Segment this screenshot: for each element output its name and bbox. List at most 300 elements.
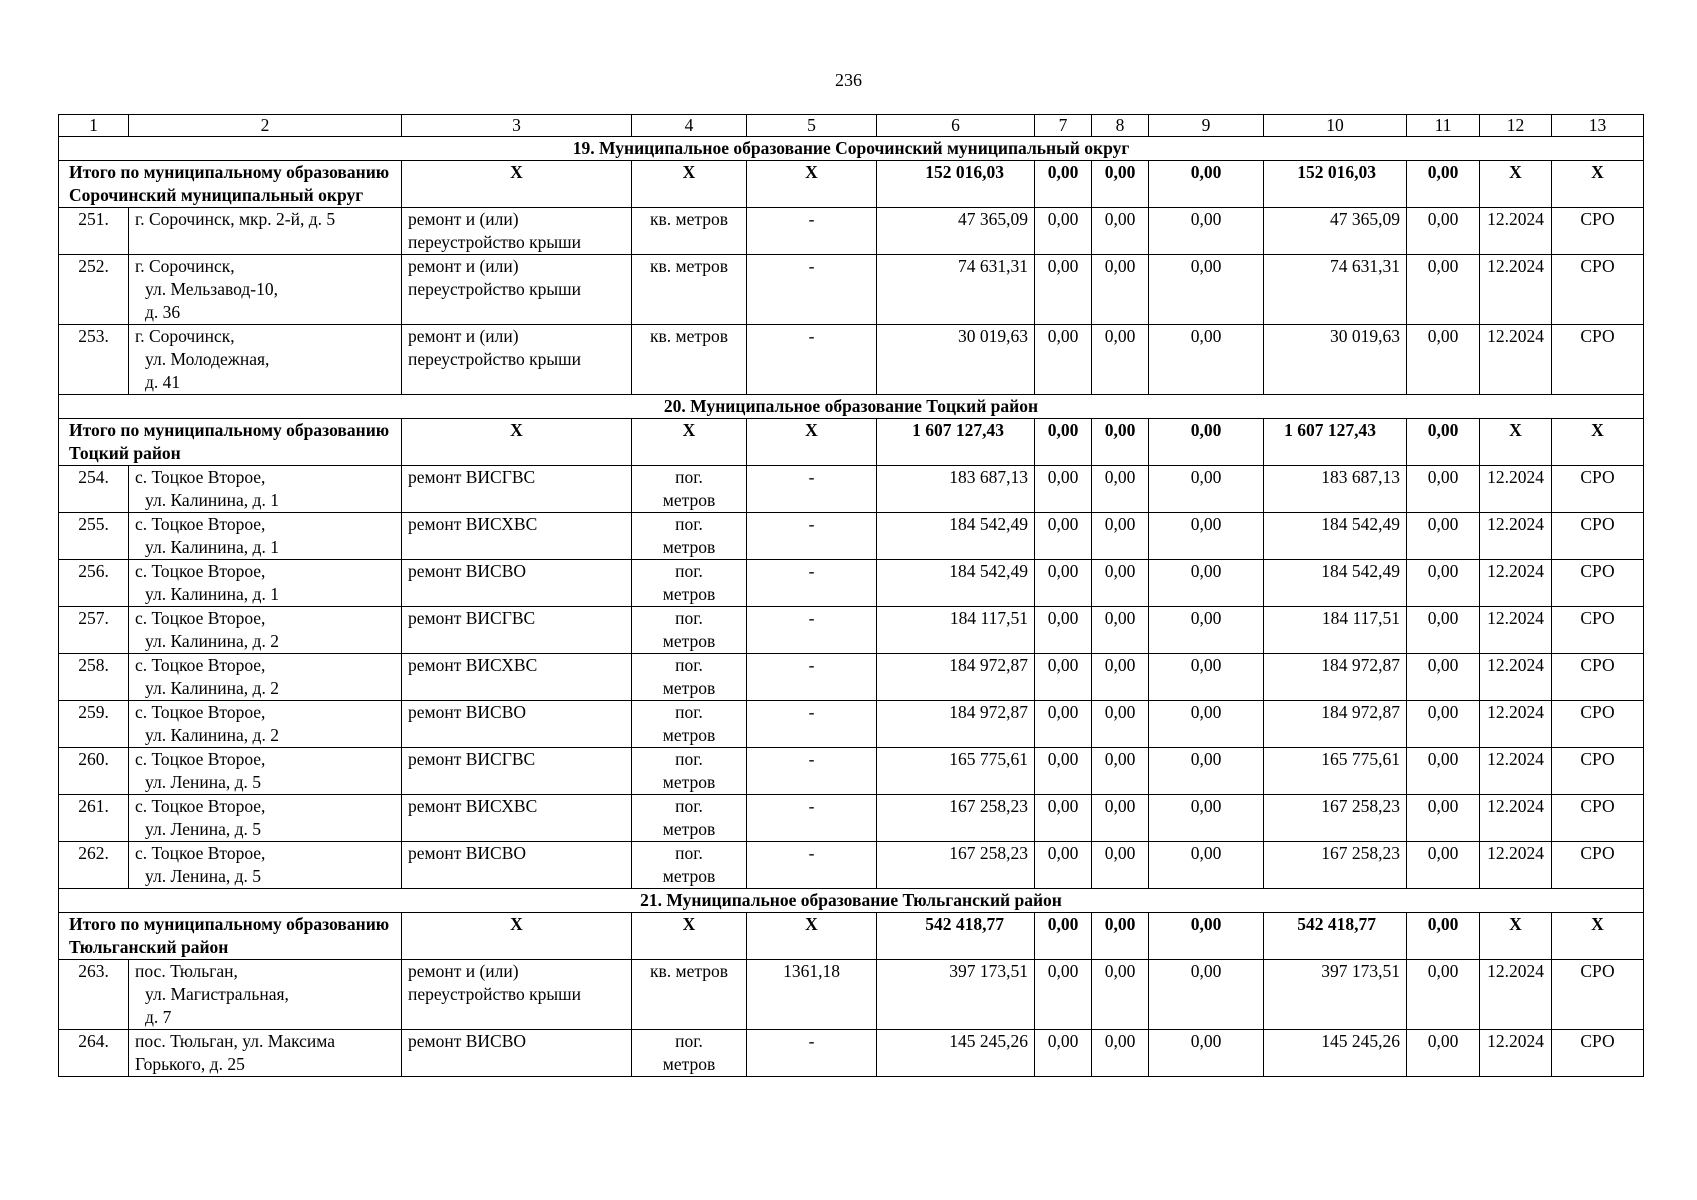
unit-line-1: пог. <box>675 702 703 722</box>
cost-col-7: 0,00 <box>1035 255 1092 325</box>
total-c11: 0,00 <box>1407 161 1480 208</box>
total-cost: 47 365,09 <box>877 208 1035 255</box>
work-type: ремонт ВИСГВС <box>402 466 632 513</box>
address-cell <box>129 208 402 255</box>
address-line-2: ул. Ленина, д. 5 <box>145 772 261 792</box>
unit-line-2: метров <box>662 819 716 839</box>
unit-line-2: метров <box>662 584 716 604</box>
total-label: Итого по муниципальному образованию Сорочинский муниципальный округ <box>59 161 402 208</box>
total-c13: X <box>1552 913 1644 960</box>
address-line-2: ул. Калинина, д. 1 <box>145 584 279 604</box>
table-row <box>59 466 1644 513</box>
cost-col-7: 0,00 <box>1035 208 1092 255</box>
fund-type: СРО <box>1552 255 1644 325</box>
total-c8: 0,00 <box>1092 913 1149 960</box>
unit-line-1: пог. <box>675 1031 703 1051</box>
total-c4: X <box>632 913 747 960</box>
completion-date: 12.2024 <box>1480 208 1552 255</box>
cost-col-8: 0,00 <box>1092 560 1149 607</box>
cost-col-11: 0,00 <box>1407 325 1480 395</box>
total-c7: 0,00 <box>1035 913 1092 960</box>
cost-col-11: 0,00 <box>1407 701 1480 748</box>
cost-col-8: 0,00 <box>1092 701 1149 748</box>
cost-col-7: 0,00 <box>1035 1030 1092 1077</box>
section-header-row <box>59 137 1644 161</box>
address-line-1: пос. Тюльган, ул. Максима Горького, д. 25 <box>135 1031 336 1074</box>
total-c8: 0,00 <box>1092 419 1149 466</box>
completion-date: 12.2024 <box>1480 513 1552 560</box>
section-title: 19. Муниципальное образование Сорочинский муниципальный округ <box>59 137 1644 161</box>
cost-col-11: 0,00 <box>1407 1030 1480 1077</box>
quantity: - <box>747 208 877 255</box>
row-number: 259. <box>59 701 129 748</box>
fund-type: СРО <box>1552 466 1644 513</box>
column-header: 7 <box>1035 115 1092 137</box>
total-cost: 184 542,49 <box>877 560 1035 607</box>
cost-col-9: 0,00 <box>1149 1030 1264 1077</box>
section-title: 20. Муниципальное образование Тоцкий район <box>59 395 1644 419</box>
column-header: 5 <box>747 115 877 137</box>
address-line-3: д. 36 <box>145 302 181 322</box>
work-type: ремонт ВИСХВС <box>402 654 632 701</box>
unit-line-1: пог. <box>675 561 703 581</box>
address-cell <box>129 842 402 889</box>
cost-col-11: 0,00 <box>1407 255 1480 325</box>
quantity: - <box>747 513 877 560</box>
fund-cost: 184 972,87 <box>1264 654 1407 701</box>
row-number: 255. <box>59 513 129 560</box>
total-c10: 1 607 127,43 <box>1264 419 1407 466</box>
table-row <box>59 701 1644 748</box>
address-line-1: с. Тоцкое Второе, <box>135 467 266 487</box>
address-cell <box>129 1030 402 1077</box>
total-cost: 165 775,61 <box>877 748 1035 795</box>
cost-col-9: 0,00 <box>1149 795 1264 842</box>
cost-col-11: 0,00 <box>1407 607 1480 654</box>
address-line-2: ул. Калинина, д. 2 <box>145 631 279 651</box>
cost-col-7: 0,00 <box>1035 795 1092 842</box>
unit-line-1: кв. метров <box>650 209 728 229</box>
cost-col-9: 0,00 <box>1149 654 1264 701</box>
address-cell <box>129 560 402 607</box>
fund-type: СРО <box>1552 513 1644 560</box>
completion-date: 12.2024 <box>1480 466 1552 513</box>
address-line-2: ул. Калинина, д. 1 <box>145 537 279 557</box>
cost-col-8: 0,00 <box>1092 208 1149 255</box>
unit-cell <box>632 654 747 701</box>
unit-cell <box>632 795 747 842</box>
address-line-3: д. 41 <box>145 372 181 392</box>
completion-date: 12.2024 <box>1480 255 1552 325</box>
fund-type: СРО <box>1552 795 1644 842</box>
unit-cell <box>632 208 747 255</box>
column-header: 11 <box>1407 115 1480 137</box>
cost-col-8: 0,00 <box>1092 842 1149 889</box>
total-c5: X <box>747 161 877 208</box>
cost-col-8: 0,00 <box>1092 654 1149 701</box>
column-header: 2 <box>129 115 402 137</box>
fund-type: СРО <box>1552 842 1644 889</box>
column-header: 13 <box>1552 115 1644 137</box>
cost-col-8: 0,00 <box>1092 960 1149 1030</box>
total-cost: 167 258,23 <box>877 795 1035 842</box>
completion-date: 12.2024 <box>1480 960 1552 1030</box>
fund-cost: 165 775,61 <box>1264 748 1407 795</box>
total-c10: 542 418,77 <box>1264 913 1407 960</box>
cost-col-11: 0,00 <box>1407 466 1480 513</box>
cost-col-7: 0,00 <box>1035 748 1092 795</box>
unit-line-2: метров <box>662 678 716 698</box>
address-line-2: ул. Молодежная, <box>145 349 270 369</box>
address-cell <box>129 748 402 795</box>
row-number: 251. <box>59 208 129 255</box>
total-c5: X <box>747 913 877 960</box>
quantity: - <box>747 325 877 395</box>
column-header: 3 <box>402 115 632 137</box>
section-total-row <box>59 161 1644 208</box>
cost-col-7: 0,00 <box>1035 560 1092 607</box>
total-c12: X <box>1480 913 1552 960</box>
fund-cost: 74 631,31 <box>1264 255 1407 325</box>
table-body <box>59 115 1644 1077</box>
section-total-row <box>59 419 1644 466</box>
total-c6: 1 607 127,43 <box>877 419 1035 466</box>
table-row <box>59 513 1644 560</box>
fund-cost: 30 019,63 <box>1264 325 1407 395</box>
unit-line-2: метров <box>662 490 716 510</box>
table-row <box>59 795 1644 842</box>
address-cell <box>129 607 402 654</box>
row-number: 261. <box>59 795 129 842</box>
fund-type: СРО <box>1552 560 1644 607</box>
quantity: - <box>747 560 877 607</box>
cost-col-8: 0,00 <box>1092 607 1149 654</box>
cost-col-9: 0,00 <box>1149 325 1264 395</box>
address-line-1: с. Тоцкое Второе, <box>135 514 266 534</box>
cost-col-8: 0,00 <box>1092 795 1149 842</box>
total-c11: 0,00 <box>1407 913 1480 960</box>
total-cost: 145 245,26 <box>877 1030 1035 1077</box>
completion-date: 12.2024 <box>1480 795 1552 842</box>
row-number: 256. <box>59 560 129 607</box>
total-cost: 74 631,31 <box>877 255 1035 325</box>
cost-col-11: 0,00 <box>1407 560 1480 607</box>
fund-type: СРО <box>1552 748 1644 795</box>
unit-cell <box>632 1030 747 1077</box>
cost-col-7: 0,00 <box>1035 654 1092 701</box>
column-header: 9 <box>1149 115 1264 137</box>
column-header: 12 <box>1480 115 1552 137</box>
fund-type: СРО <box>1552 960 1644 1030</box>
unit-line-2: метров <box>662 866 716 886</box>
unit-line-1: пог. <box>675 608 703 628</box>
unit-line-1: кв. метров <box>650 256 728 276</box>
work-type: ремонт и (или) переустройство крыши <box>402 960 632 1030</box>
address-line-3: д. 7 <box>145 1007 172 1027</box>
unit-line-1: пог. <box>675 514 703 534</box>
total-label: Итого по муниципальному образованию Тоцкий район <box>59 419 402 466</box>
total-cost: 183 687,13 <box>877 466 1035 513</box>
table-row <box>59 560 1644 607</box>
column-header: 8 <box>1092 115 1149 137</box>
address-line-1: с. Тоцкое Второе, <box>135 655 266 675</box>
cost-col-8: 0,00 <box>1092 748 1149 795</box>
row-number: 253. <box>59 325 129 395</box>
address-line-2: ул. Мельзавод-10, <box>145 279 278 299</box>
cost-col-7: 0,00 <box>1035 607 1092 654</box>
quantity: - <box>747 255 877 325</box>
unit-line-2: метров <box>662 537 716 557</box>
fund-cost: 47 365,09 <box>1264 208 1407 255</box>
unit-line-1: пог. <box>675 655 703 675</box>
unit-cell <box>632 466 747 513</box>
fund-cost: 167 258,23 <box>1264 795 1407 842</box>
cost-col-11: 0,00 <box>1407 842 1480 889</box>
table-row <box>59 842 1644 889</box>
address-line-2: ул. Калинина, д. 1 <box>145 490 279 510</box>
unit-line-2: метров <box>662 725 716 745</box>
total-label: Итого по муниципальному образованию Тюльганский район <box>59 913 402 960</box>
row-number: 264. <box>59 1030 129 1077</box>
total-c4: X <box>632 161 747 208</box>
work-type: ремонт ВИСГВС <box>402 607 632 654</box>
column-number-row <box>59 115 1644 137</box>
table-row <box>59 654 1644 701</box>
cost-col-8: 0,00 <box>1092 466 1149 513</box>
row-number: 260. <box>59 748 129 795</box>
section-title: 21. Муниципальное образование Тюльганский район <box>59 889 1644 913</box>
cost-col-8: 0,00 <box>1092 255 1149 325</box>
work-type: ремонт и (или) переустройство крыши <box>402 255 632 325</box>
quantity: - <box>747 842 877 889</box>
completion-date: 12.2024 <box>1480 607 1552 654</box>
column-header: 10 <box>1264 115 1407 137</box>
total-cost: 184 972,87 <box>877 701 1035 748</box>
unit-cell <box>632 748 747 795</box>
total-c6: 542 418,77 <box>877 913 1035 960</box>
column-header: 1 <box>59 115 129 137</box>
completion-date: 12.2024 <box>1480 560 1552 607</box>
address-line-2: ул. Ленина, д. 5 <box>145 819 261 839</box>
work-type: ремонт ВИСХВС <box>402 513 632 560</box>
quantity: - <box>747 701 877 748</box>
total-c9: 0,00 <box>1149 161 1264 208</box>
work-type: ремонт ВИСВО <box>402 701 632 748</box>
total-c9: 0,00 <box>1149 913 1264 960</box>
address-line-1: с. Тоцкое Второе, <box>135 561 266 581</box>
section-header-row <box>59 889 1644 913</box>
row-number: 254. <box>59 466 129 513</box>
work-type: ремонт и (или) переустройство крыши <box>402 208 632 255</box>
completion-date: 12.2024 <box>1480 1030 1552 1077</box>
total-cost: 184 542,49 <box>877 513 1035 560</box>
fund-cost: 397 173,51 <box>1264 960 1407 1030</box>
unit-cell <box>632 560 747 607</box>
unit-cell <box>632 255 747 325</box>
cost-col-9: 0,00 <box>1149 748 1264 795</box>
work-type: ремонт и (или) переустройство крыши <box>402 325 632 395</box>
cost-col-8: 0,00 <box>1092 1030 1149 1077</box>
column-header: 6 <box>877 115 1035 137</box>
total-c3: X <box>402 419 632 466</box>
row-number: 263. <box>59 960 129 1030</box>
unit-line-1: пог. <box>675 843 703 863</box>
total-c7: 0,00 <box>1035 161 1092 208</box>
total-c6: 152 016,03 <box>877 161 1035 208</box>
unit-line-1: пог. <box>675 796 703 816</box>
unit-cell <box>632 325 747 395</box>
unit-cell <box>632 607 747 654</box>
cost-col-9: 0,00 <box>1149 513 1264 560</box>
unit-cell <box>632 513 747 560</box>
unit-line-1: пог. <box>675 467 703 487</box>
cost-col-9: 0,00 <box>1149 255 1264 325</box>
address-cell <box>129 255 402 325</box>
address-line-2: ул. Магистральная, <box>145 984 289 1004</box>
cost-col-11: 0,00 <box>1407 748 1480 795</box>
unit-line-1: пог. <box>675 749 703 769</box>
address-line-1: с. Тоцкое Второе, <box>135 843 266 863</box>
fund-cost: 183 687,13 <box>1264 466 1407 513</box>
total-cost: 184 972,87 <box>877 654 1035 701</box>
cost-col-7: 0,00 <box>1035 513 1092 560</box>
completion-date: 12.2024 <box>1480 842 1552 889</box>
address-line-1: с. Тоцкое Второе, <box>135 608 266 628</box>
section-header-row <box>59 395 1644 419</box>
address-cell <box>129 513 402 560</box>
address-cell <box>129 654 402 701</box>
total-c3: X <box>402 913 632 960</box>
cost-col-9: 0,00 <box>1149 842 1264 889</box>
cost-col-8: 0,00 <box>1092 325 1149 395</box>
quantity: 1361,18 <box>747 960 877 1030</box>
quantity: - <box>747 654 877 701</box>
unit-line-1: кв. метров <box>650 961 728 981</box>
fund-type: СРО <box>1552 654 1644 701</box>
table-row <box>59 748 1644 795</box>
quantity: - <box>747 795 877 842</box>
cost-col-7: 0,00 <box>1035 842 1092 889</box>
total-cost: 167 258,23 <box>877 842 1035 889</box>
cost-col-11: 0,00 <box>1407 795 1480 842</box>
work-type: ремонт ВИСВО <box>402 1030 632 1077</box>
total-c12: X <box>1480 161 1552 208</box>
page-number: 236 <box>835 70 862 90</box>
table-row <box>59 208 1644 255</box>
quantity: - <box>747 1030 877 1077</box>
address-cell <box>129 701 402 748</box>
fund-type: СРО <box>1552 701 1644 748</box>
unit-line-2: метров <box>662 631 716 651</box>
unit-cell <box>632 842 747 889</box>
unit-line-2: метров <box>662 772 716 792</box>
address-line-1: г. Сорочинск, <box>135 256 235 276</box>
address-line-2: ул. Калинина, д. 2 <box>145 678 279 698</box>
table-row <box>59 255 1644 325</box>
cost-col-11: 0,00 <box>1407 960 1480 1030</box>
row-number: 262. <box>59 842 129 889</box>
cost-col-9: 0,00 <box>1149 208 1264 255</box>
cost-col-7: 0,00 <box>1035 466 1092 513</box>
address-cell <box>129 960 402 1030</box>
fund-cost: 145 245,26 <box>1264 1030 1407 1077</box>
total-cost: 30 019,63 <box>877 325 1035 395</box>
row-number: 252. <box>59 255 129 325</box>
table-row <box>59 607 1644 654</box>
unit-line-2: метров <box>662 1054 716 1074</box>
column-header: 4 <box>632 115 747 137</box>
total-c13: X <box>1552 419 1644 466</box>
cost-col-9: 0,00 <box>1149 607 1264 654</box>
fund-type: СРО <box>1552 208 1644 255</box>
work-type: ремонт ВИСВО <box>402 560 632 607</box>
quantity: - <box>747 748 877 795</box>
quantity: - <box>747 466 877 513</box>
fund-type: СРО <box>1552 325 1644 395</box>
section-total-row <box>59 913 1644 960</box>
completion-date: 12.2024 <box>1480 748 1552 795</box>
work-type: ремонт ВИСХВС <box>402 795 632 842</box>
address-line-1: с. Тоцкое Второе, <box>135 796 266 816</box>
table-row <box>59 960 1644 1030</box>
total-c9: 0,00 <box>1149 419 1264 466</box>
fund-cost: 167 258,23 <box>1264 842 1407 889</box>
address-cell <box>129 325 402 395</box>
total-c10: 152 016,03 <box>1264 161 1407 208</box>
completion-date: 12.2024 <box>1480 325 1552 395</box>
cost-col-11: 0,00 <box>1407 208 1480 255</box>
cost-col-8: 0,00 <box>1092 513 1149 560</box>
cost-col-7: 0,00 <box>1035 701 1092 748</box>
total-cost: 184 117,51 <box>877 607 1035 654</box>
cost-col-9: 0,00 <box>1149 560 1264 607</box>
fund-cost: 184 542,49 <box>1264 560 1407 607</box>
total-cost: 397 173,51 <box>877 960 1035 1030</box>
total-c4: X <box>632 419 747 466</box>
cost-col-9: 0,00 <box>1149 466 1264 513</box>
total-c11: 0,00 <box>1407 419 1480 466</box>
cost-col-7: 0,00 <box>1035 960 1092 1030</box>
fund-cost: 184 542,49 <box>1264 513 1407 560</box>
address-cell <box>129 795 402 842</box>
total-c12: X <box>1480 419 1552 466</box>
address-line-2: ул. Ленина, д. 5 <box>145 866 261 886</box>
repair-program-table <box>58 114 1644 1077</box>
quantity: - <box>747 607 877 654</box>
table-row <box>59 1030 1644 1077</box>
fund-type: СРО <box>1552 1030 1644 1077</box>
table-row <box>59 325 1644 395</box>
cost-col-9: 0,00 <box>1149 960 1264 1030</box>
address-line-1: г. Сорочинск, <box>135 326 235 346</box>
fund-cost: 184 972,87 <box>1264 701 1407 748</box>
cost-col-11: 0,00 <box>1407 513 1480 560</box>
address-line-1: г. Сорочинск, мкр. 2-й, д. 5 <box>135 209 336 229</box>
completion-date: 12.2024 <box>1480 654 1552 701</box>
row-number: 257. <box>59 607 129 654</box>
total-c5: X <box>747 419 877 466</box>
address-line-1: пос. Тюльган, <box>135 961 238 981</box>
cost-col-11: 0,00 <box>1407 654 1480 701</box>
address-line-2: ул. Калинина, д. 2 <box>145 725 279 745</box>
address-line-1: с. Тоцкое Второе, <box>135 749 266 769</box>
unit-cell <box>632 960 747 1030</box>
work-type: ремонт ВИСГВС <box>402 748 632 795</box>
unit-cell <box>632 701 747 748</box>
row-number: 258. <box>59 654 129 701</box>
total-c7: 0,00 <box>1035 419 1092 466</box>
completion-date: 12.2024 <box>1480 701 1552 748</box>
